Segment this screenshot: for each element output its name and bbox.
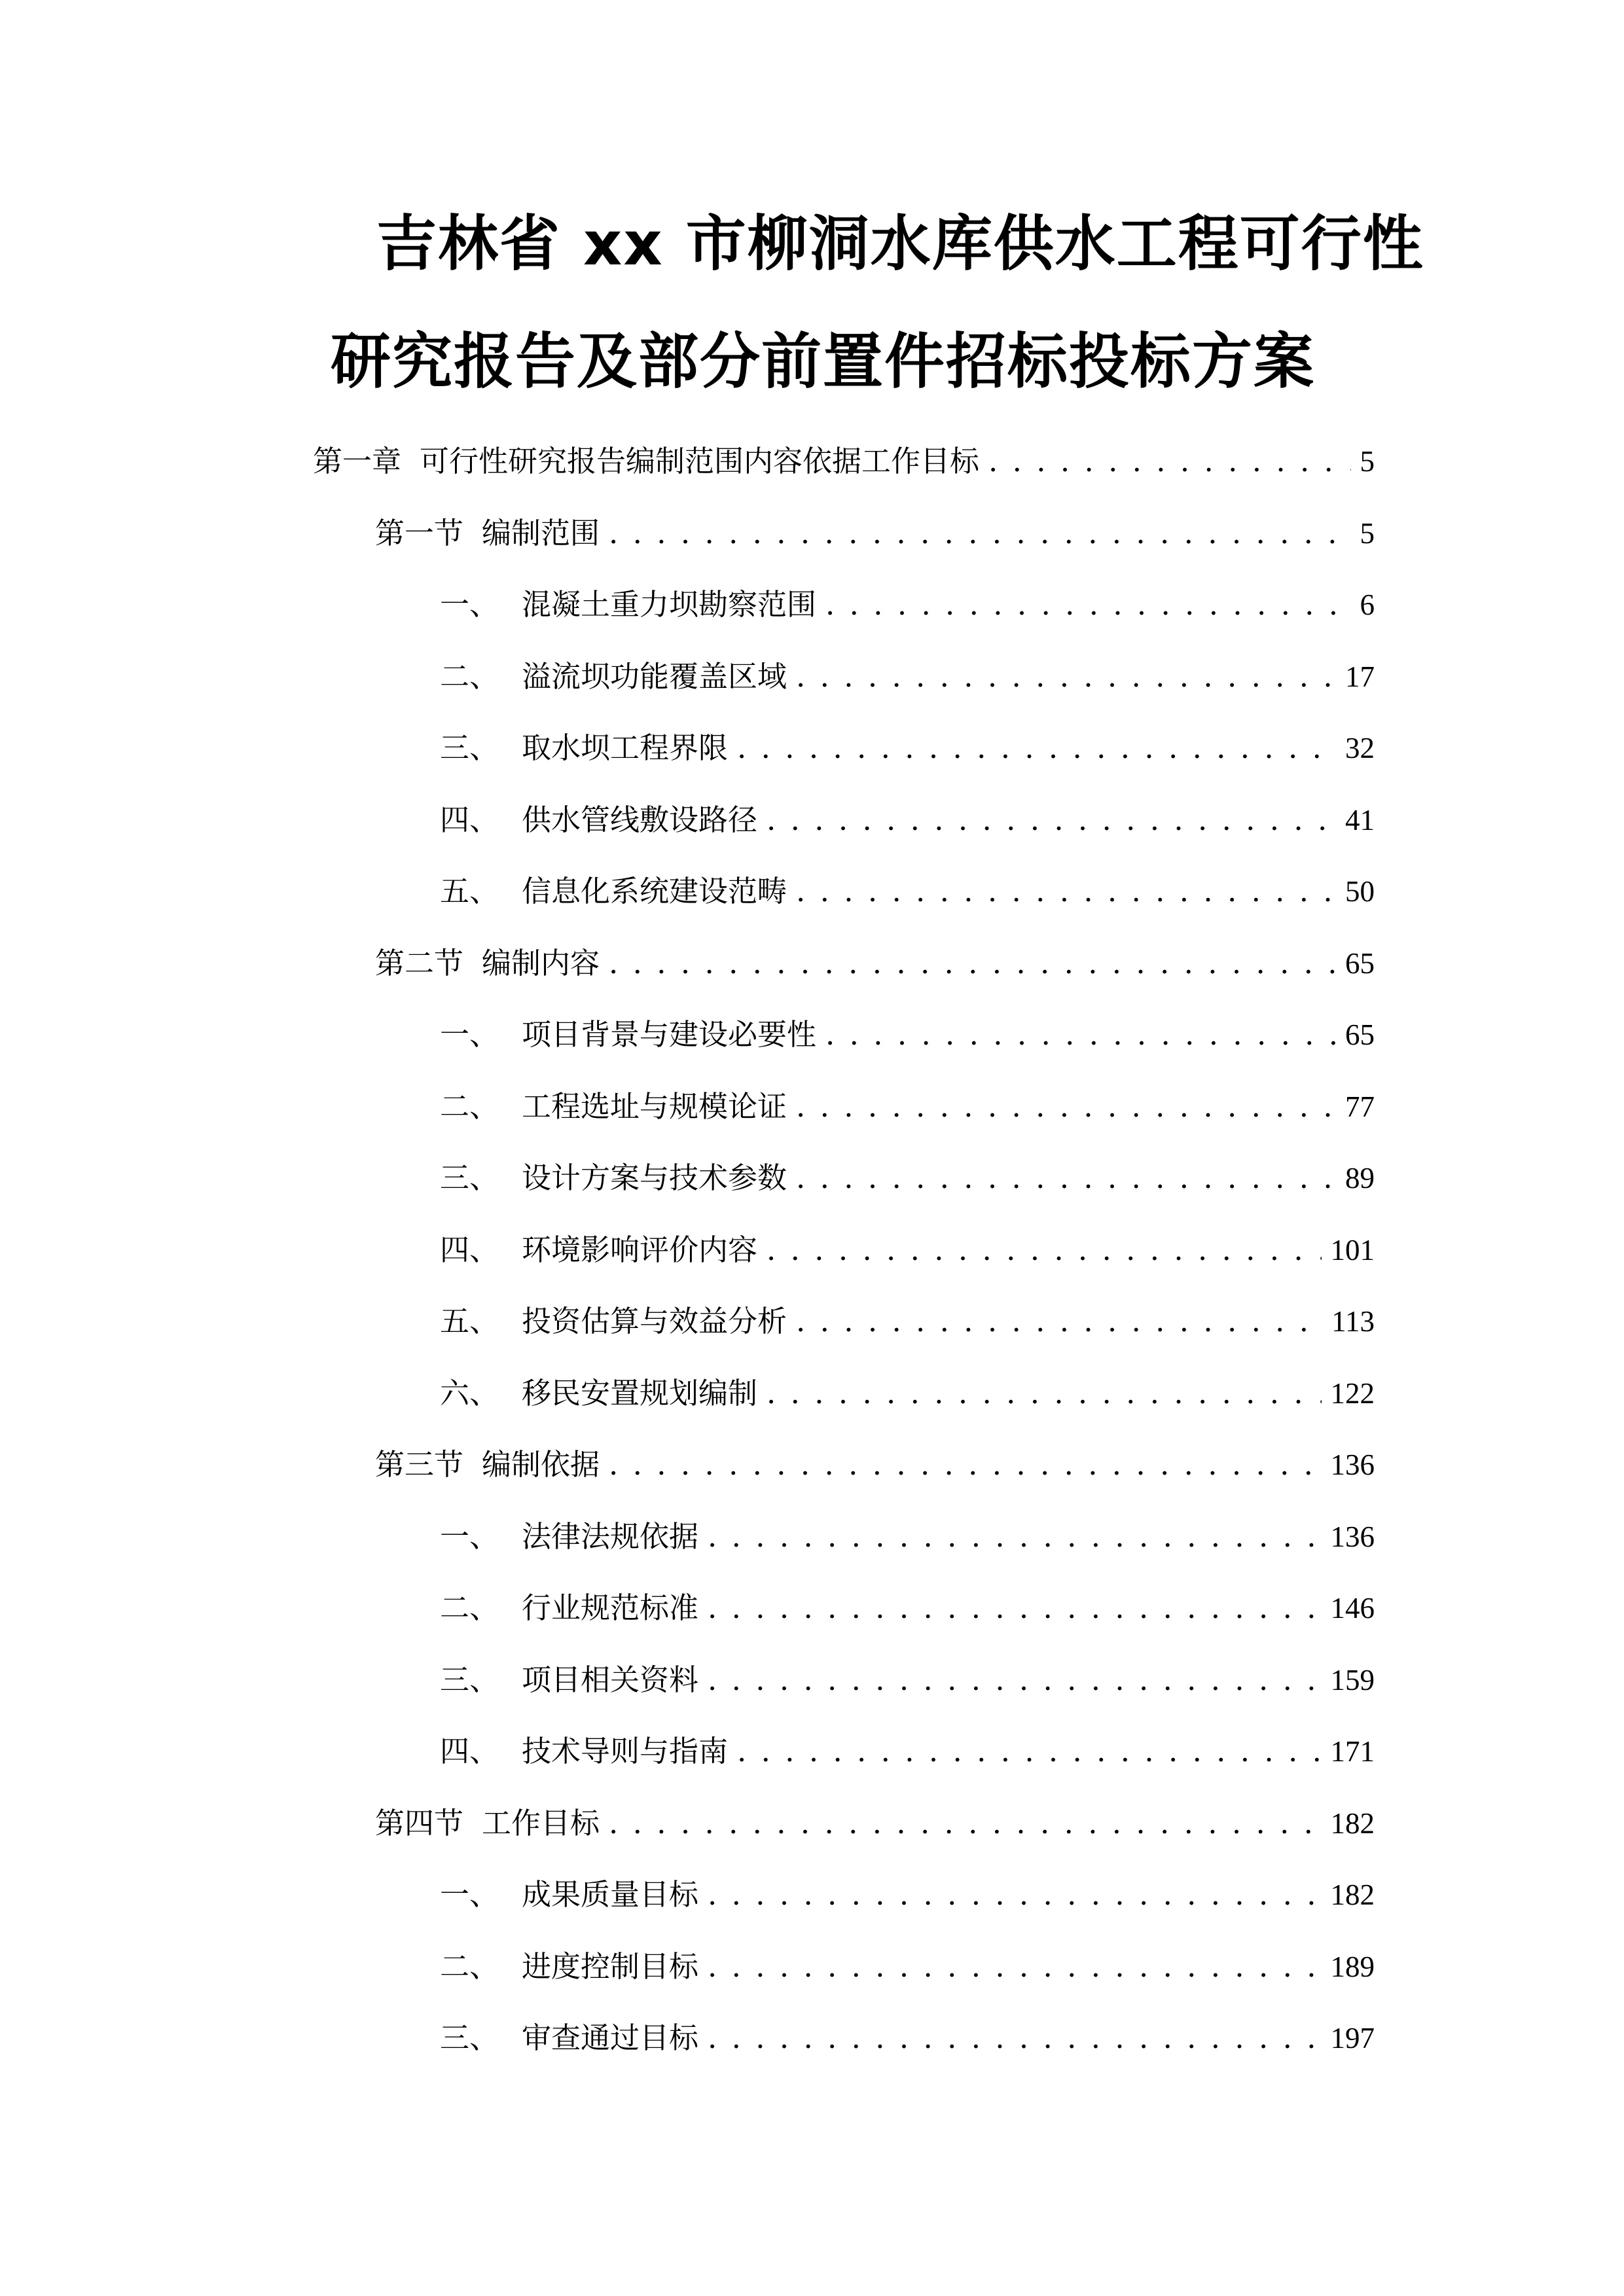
toc-entry-title: 工作目标: [482, 1805, 600, 1840]
toc-dot-leader: [796, 1084, 1336, 1130]
toc-entry-number: 五、: [440, 1304, 499, 1338]
toc-entry-number: 二、: [440, 1948, 499, 1984]
toc-entry-number: 三、: [440, 2020, 499, 2055]
toc-entry[interactable]: [440, 725, 1375, 771]
toc-entry-number: 五、: [440, 874, 499, 908]
toc-entry-title: 溢流坝功能覆盖区域: [522, 658, 787, 694]
toc-entry-page-number: 41: [1345, 803, 1375, 836]
toc-entry[interactable]: [440, 1585, 1375, 1631]
toc-entry-page-number: 113: [1331, 1305, 1375, 1338]
toc-entry[interactable]: [440, 2015, 1375, 2061]
toc-dot-leader: [825, 1012, 1336, 1058]
toc-entry-number: 一、: [440, 587, 499, 622]
toc-entry-page-number: 5: [1360, 445, 1375, 478]
toc-entry[interactable]: [375, 511, 1375, 556]
toc-entry-page-number: 65: [1345, 946, 1375, 980]
toc-entry-number: 一、: [440, 1017, 499, 1052]
toc-entry-number: 二、: [440, 1590, 499, 1625]
toc-entry-page-number: 122: [1330, 1376, 1375, 1410]
toc-dot-leader: [988, 439, 1350, 484]
toc-entry-page-number: 146: [1330, 1592, 1375, 1624]
toc-entry-title: 技术导则与指南: [522, 1734, 729, 1768]
toc-entry-page-number: 136: [1330, 1520, 1375, 1553]
toc-entry-page-number: 6: [1360, 588, 1375, 621]
toc-dot-leader: [796, 654, 1336, 700]
toc-entry-page-number: 65: [1345, 1018, 1375, 1051]
toc-entry-page-number: 32: [1345, 732, 1375, 764]
toc-entry[interactable]: [440, 1227, 1375, 1273]
toc-entry-page-number: 5: [1360, 516, 1375, 550]
toc-entry-number: 第四节: [375, 1805, 464, 1840]
toc-entry-number: 第二节: [375, 945, 464, 980]
document-title-line-2: 研究报告及部分前置件招标投标方案: [331, 327, 1316, 397]
toc-entry-title: 环境影响评价内容: [522, 1232, 758, 1267]
toc-entry[interactable]: [440, 1084, 1375, 1130]
toc-entry-page-number: 182: [1330, 1878, 1375, 1911]
toc-entry-title: 审查通过目标: [522, 2020, 699, 2055]
toc-entry-number: 四、: [440, 1232, 499, 1267]
toc-dot-leader: [708, 1657, 1321, 1703]
toc-entry-title: 项目背景与建设必要性: [522, 1017, 817, 1052]
toc-entry[interactable]: [375, 941, 1375, 986]
toc-dot-leader: [825, 582, 1350, 628]
toc-entry-title: 投资估算与效益分析: [522, 1304, 787, 1338]
toc-entry[interactable]: [440, 1299, 1375, 1344]
toc-entry-page-number: 159: [1330, 1663, 1375, 1696]
toc-dot-leader: [609, 511, 1350, 556]
toc-dot-leader: [767, 1227, 1321, 1273]
toc-entry-title: 供水管线敷设路径: [522, 802, 758, 837]
toc-entry-number: 三、: [440, 1662, 499, 1697]
toc-dot-leader: [708, 1514, 1321, 1560]
toc-entry-title: 工程选址与规模论证: [522, 1088, 787, 1124]
toc-entry-number: 六、: [440, 1375, 499, 1410]
toc-entry-number: 一、: [440, 1877, 499, 1912]
toc-entry[interactable]: [440, 1155, 1375, 1201]
toc-entry-title: 可行性研究报告编制范围内容依据工作目标: [420, 444, 980, 478]
toc-entry-number: 二、: [440, 1088, 499, 1124]
toc-entry-page-number: 136: [1330, 1448, 1375, 1481]
toc-entry-page-number: 89: [1345, 1162, 1375, 1194]
toc-entry[interactable]: [375, 1801, 1375, 1846]
toc-dot-leader: [737, 1729, 1321, 1774]
toc-entry-page-number: 197: [1330, 2022, 1375, 2054]
toc-entry[interactable]: [440, 1872, 1375, 1918]
toc-entry-title: 法律法规依据: [522, 1518, 699, 1554]
toc-entry[interactable]: [440, 797, 1375, 843]
toc-entry-page-number: 189: [1330, 1950, 1375, 1983]
toc-dot-leader: [796, 1299, 1322, 1344]
toc-dot-leader: [708, 1585, 1321, 1631]
toc-entry[interactable]: [440, 1657, 1375, 1703]
toc-dot-leader: [767, 1371, 1321, 1416]
document-title-line-1: 吉林省 xx 市柳洞水库供水工程可行性: [376, 209, 1424, 279]
toc-entry-title: 成果质量目标: [522, 1877, 699, 1912]
toc-entry[interactable]: [440, 1012, 1375, 1058]
toc-dot-leader: [796, 1155, 1336, 1201]
toc-entry-title: 编制依据: [482, 1447, 600, 1482]
toc-entry-page-number: 50: [1345, 875, 1375, 908]
toc-entry[interactable]: [440, 582, 1375, 628]
toc-entry-number: 三、: [440, 730, 499, 765]
toc-entry[interactable]: [313, 439, 1375, 484]
toc-entry-number: 第一章: [313, 444, 402, 478]
toc-entry-title: 移民安置规划编制: [522, 1375, 758, 1410]
toc-entry[interactable]: [440, 1371, 1375, 1416]
toc-entry-number: 四、: [440, 1734, 499, 1768]
toc-entry-number: 二、: [440, 658, 499, 694]
toc-entry[interactable]: [440, 654, 1375, 700]
toc-entry-title: 编制内容: [482, 945, 600, 980]
toc-entry-number: 四、: [440, 802, 499, 837]
toc-entry[interactable]: [375, 1442, 1375, 1488]
toc-dot-leader: [708, 1872, 1321, 1918]
toc-entry-page-number: 101: [1330, 1233, 1375, 1266]
toc-entry[interactable]: [440, 1514, 1375, 1560]
toc-entry-number: 一、: [440, 1518, 499, 1554]
toc-entry[interactable]: [440, 1729, 1375, 1774]
toc-entry-page-number: 182: [1330, 1806, 1375, 1840]
toc-entry-title: 取水坝工程界限: [522, 730, 729, 765]
toc-entry[interactable]: [440, 869, 1375, 914]
toc-entry-page-number: 77: [1345, 1090, 1375, 1123]
toc-dot-leader: [737, 725, 1336, 771]
toc-entry-number: 第三节: [375, 1447, 464, 1482]
toc-entry-title: 混凝土重力坝勘察范围: [522, 587, 817, 622]
toc-entry-title: 编制范围: [482, 515, 600, 550]
toc-dot-leader: [796, 869, 1336, 914]
toc-entry-title: 设计方案与技术参数: [522, 1160, 787, 1195]
toc-entry-title: 进度控制目标: [522, 1948, 699, 1984]
toc-dot-leader: [708, 2015, 1321, 2061]
toc-entry-page-number: 171: [1330, 1735, 1375, 1768]
toc-dot-leader: [609, 1442, 1321, 1488]
toc-dot-leader: [767, 797, 1336, 843]
toc-entry-page-number: 17: [1345, 660, 1375, 693]
toc-dot-leader: [708, 1944, 1321, 1990]
toc-entry-title: 行业规范标准: [522, 1590, 699, 1625]
toc-entry-title: 信息化系统建设范畴: [522, 874, 787, 908]
toc-dot-leader: [609, 1801, 1321, 1846]
toc-entry[interactable]: [440, 1944, 1375, 1990]
toc-dot-leader: [609, 941, 1336, 986]
toc-entry-title: 项目相关资料: [522, 1662, 699, 1697]
toc-entry-number: 第一节: [375, 515, 464, 550]
toc-entry-number: 三、: [440, 1160, 499, 1195]
